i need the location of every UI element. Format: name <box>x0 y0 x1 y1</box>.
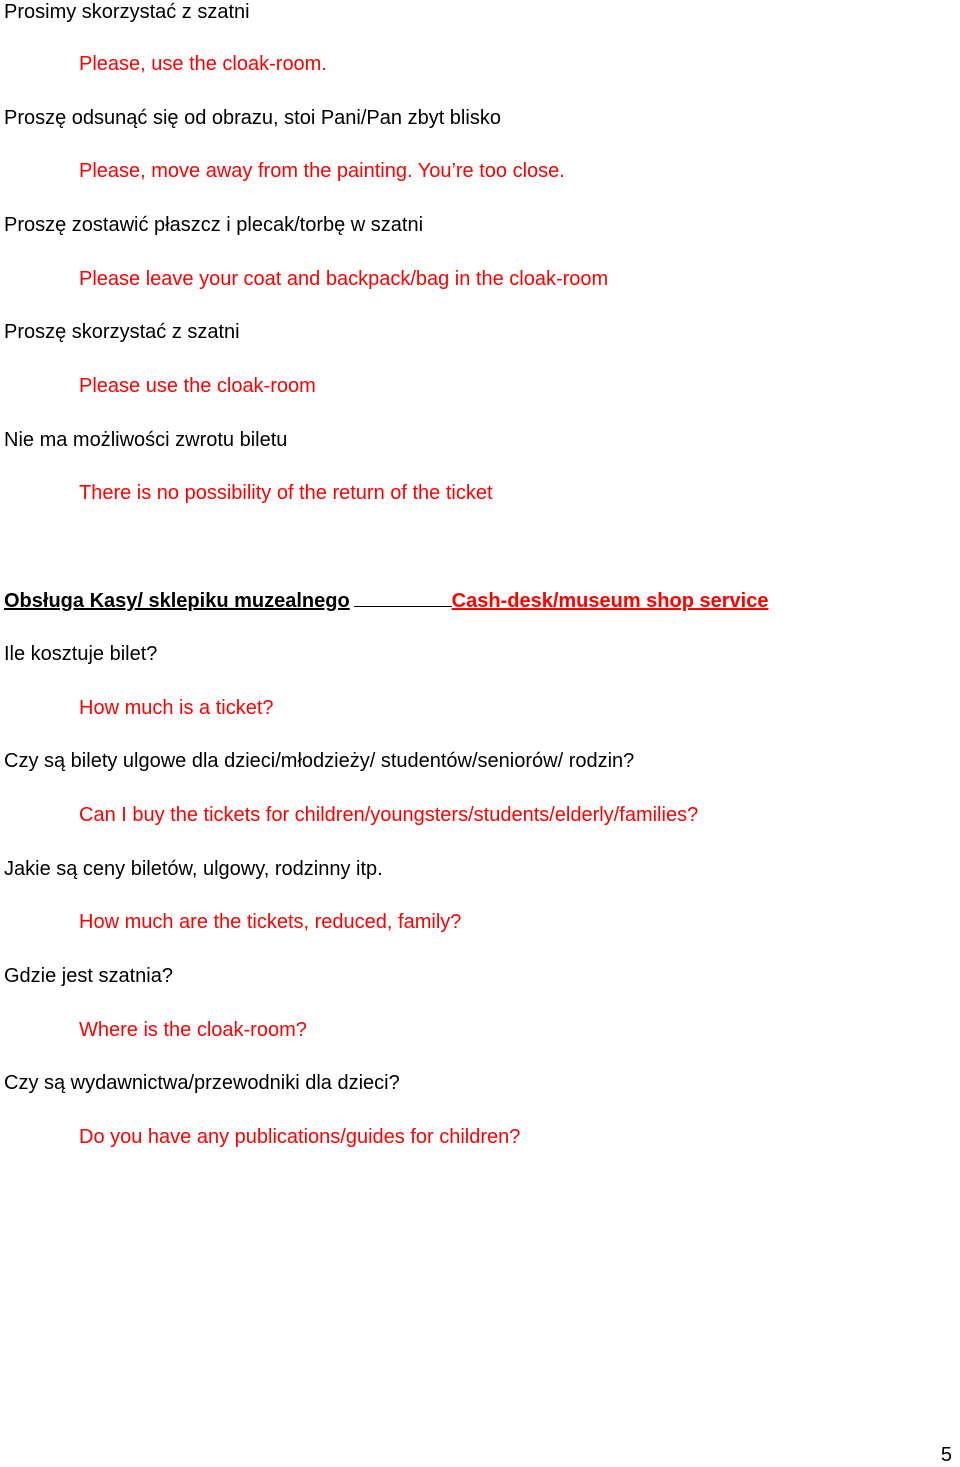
phrase-polish: Gdzie jest szatnia? <box>4 965 173 987</box>
phrase-polish: Nie ma możliwości zwrotu biletu <box>4 429 288 451</box>
phrase-polish: Czy są bilety ulgowe dla dzieci/młodzieży/ studentów/seniorów/ rodzin? <box>4 750 635 772</box>
phrase-english: Please, use the cloak-room. <box>79 53 327 75</box>
phrase-polish: Proszę zostawić płaszcz i plecak/torbę w szatni <box>4 214 424 236</box>
phrase-english: Please, move away from the painting. You’re too close. <box>79 160 565 182</box>
page-number: 5 <box>940 1444 952 1466</box>
phrase-english: Can I buy the tickets for children/youngsters/students/elderly/families? <box>79 804 699 826</box>
section-heading <box>4 588 768 613</box>
phrase-english: How much is a ticket? <box>79 697 274 719</box>
phrase-english: Where is the cloak-room? <box>79 1019 307 1041</box>
heading-underline-gap <box>354 588 452 607</box>
phrase-polish: Proszę odsunąć się od obrazu, stoi Pani/Pan zbyt blisko <box>4 107 501 129</box>
phrase-polish: Proszę skorzystać z szatni <box>4 321 240 343</box>
phrase-english: How much are the tickets, reduced, family? <box>79 911 462 933</box>
phrase-english: Please use the cloak-room <box>79 375 316 397</box>
phrase-polish: Czy są wydawnictwa/przewodniki dla dzieci? <box>4 1072 400 1094</box>
phrase-polish: Jakie są ceny biletów, ulgowy, rodzinny itp. <box>4 858 383 880</box>
phrase-polish: Prosimy skorzystać z szatni <box>4 1 250 23</box>
phrase-english: Please leave your coat and backpack/bag in the cloak-room <box>79 268 609 290</box>
phrase-polish: Ile kosztuje bilet? <box>4 643 158 665</box>
section-heading-polish: Obsługa Kasy/ sklepiku muzealnego <box>4 590 350 612</box>
phrase-english: Do you have any publications/guides for children? <box>79 1126 521 1148</box>
section-heading-english: Cash-desk/museum shop service <box>451 590 769 612</box>
phrase-english: There is no possibility of the return of the ticket <box>79 482 493 504</box>
